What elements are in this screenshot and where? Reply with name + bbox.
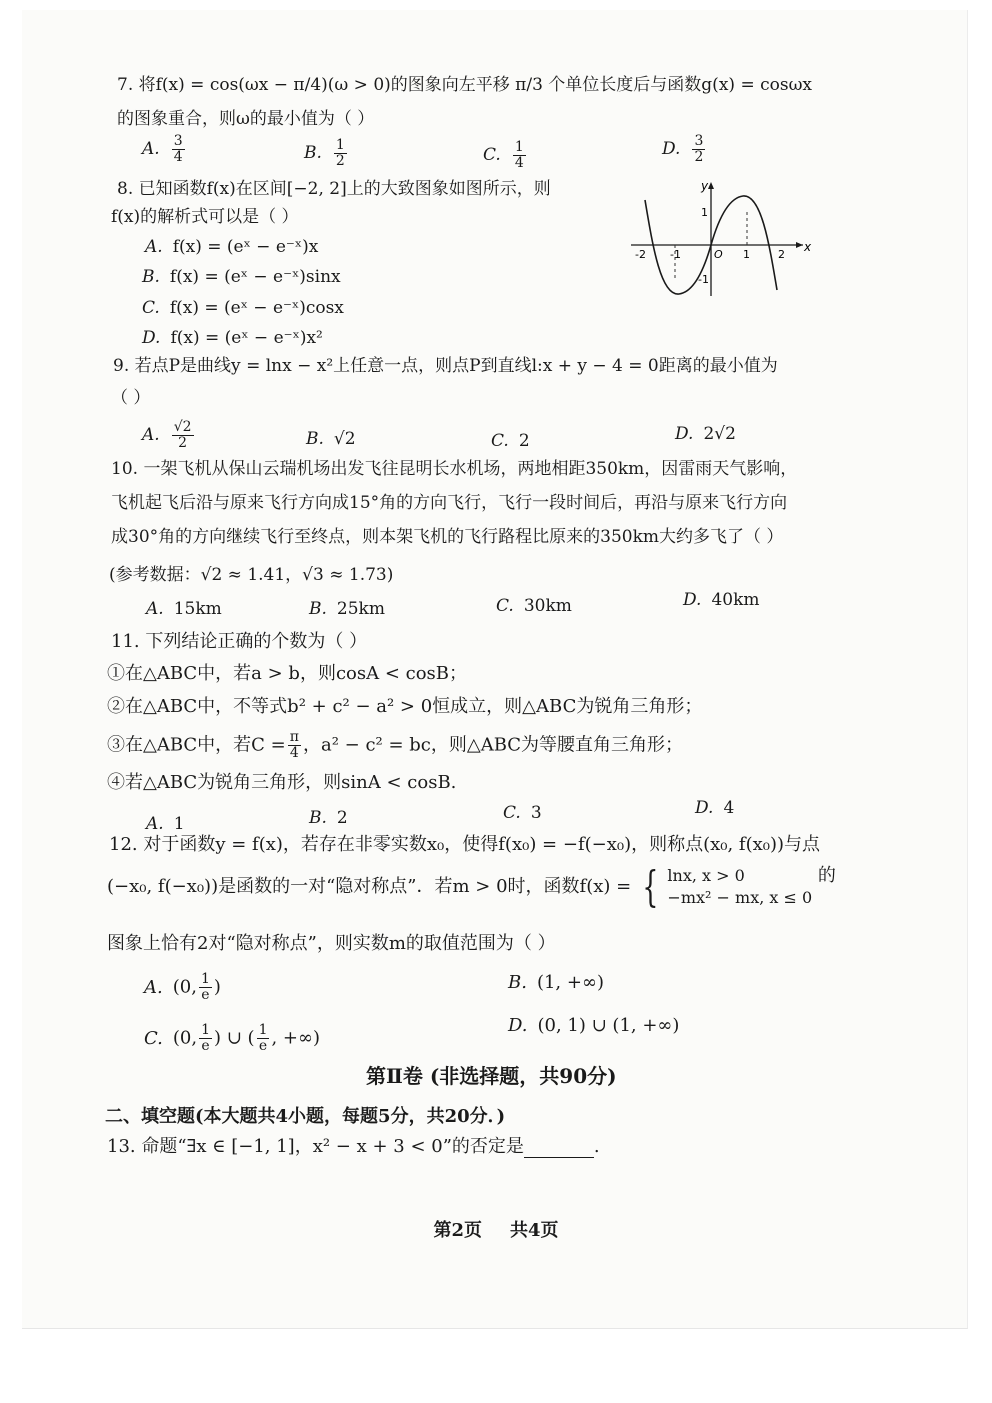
q12-line1: 12. 对于函数y = f(x)，若存在非零实数x₀，使得f(x₀) = −f(−x₀)，则称点(x₀, f(x₀))与点 xyxy=(109,834,821,855)
piecewise-cases xyxy=(667,865,812,909)
piecewise-brace: { xyxy=(642,862,659,911)
q8-option-a: A. f(x) = (eˣ − e⁻ˣ)x xyxy=(145,237,319,257)
q10-option-a: A. 15km xyxy=(146,599,222,619)
x-tick-2: 2 xyxy=(778,248,785,261)
q12-option-b: B. (1, +∞) xyxy=(508,972,604,993)
q13-answer-blank[interactable] xyxy=(524,1141,594,1158)
q9-option-c: C. 2 xyxy=(491,431,530,451)
q7-option-d: D. $\frac{3}{2}$ xyxy=(662,133,704,165)
piecewise-case-1: lnx, x > 0 xyxy=(667,866,745,885)
q11-statement-1: ①在△ABC中，若a > b，则cosA < cosB； xyxy=(107,663,468,684)
q13-question: 13. 命题“∃x ∈ [−1, 1]，x² − x + 3 < 0”的否定是 . xyxy=(107,1136,600,1157)
q7-line2: 的图象重合，则ω的最小值为（ ） xyxy=(117,109,375,129)
q9-option-d: D. 2√2 xyxy=(675,424,736,444)
x-tick-neg1: -1 xyxy=(670,248,681,261)
q8-line1: 8. 已知函数f(x)在区间[−2, 2]上的大致图象如图所示，则 xyxy=(117,179,551,199)
x-tick-1: 1 xyxy=(743,248,750,261)
q10-line3: 成30°角的方向继续飞行至终点，则本架飞机的飞行路程比原来的350km大约多飞了（ ） xyxy=(111,527,784,547)
q7-line1: 7. 将f(x) = cos(ωx − π/4)(ω > 0)的图象向左平移 π/3 个单位长度后与函数g(x) = cosωx xyxy=(117,75,813,95)
q12-line3: 图象上恰有2对“隐对称点”，则实数m的取值范围为（ ） xyxy=(107,933,556,954)
q8-option-b: B. f(x) = (eˣ − e⁻ˣ)sinx xyxy=(142,267,341,287)
q8-option-d: D. f(x) = (eˣ − e⁻ˣ)x² xyxy=(142,328,323,348)
x-axis-arrow xyxy=(796,242,803,248)
q10-line2: 飞机起飞后沿与原来飞行方向成15°角的方向飞行，飞行一段时间后，再沿与原来飞行方向 xyxy=(111,493,788,513)
x-tick-neg2: -2 xyxy=(635,248,646,261)
q8-function-graph xyxy=(625,178,810,300)
y-tick-neg1: -1 xyxy=(698,273,709,286)
origin-label: O xyxy=(714,248,723,261)
q10-option-b: B. 25km xyxy=(309,599,385,619)
q10-option-d: D. 40km xyxy=(683,590,760,610)
piecewise-case-2: −mx² − mx, x ≤ 0 xyxy=(667,888,813,907)
q9-line2: （ ） xyxy=(111,388,151,408)
q12-option-d: D. (0, 1) ∪ (1, +∞) xyxy=(508,1015,680,1036)
q11-stem: 11. 下列结论正确的个数为（ ） xyxy=(111,631,368,652)
q10-line4: (参考数据：√2 ≈ 1.41，√3 ≈ 1.73) xyxy=(109,565,394,585)
y-axis-label: y xyxy=(701,179,709,193)
q9-line1: 9. 若点P是曲线y = lnx − x²上任意一点，则点P到直线l:x + y − 4 = 0距离的最小值为 xyxy=(113,356,778,376)
q8-line2: f(x)的解析式可以是（ ） xyxy=(111,207,299,227)
q10-line1: 10. 一架飞机从保山云瑞机场出发飞往昆明长水机场，两地相距350km，因雷雨天气影响， xyxy=(111,459,798,479)
page-total: 共4页 xyxy=(510,1220,559,1241)
q11-option-a: A. 1 xyxy=(146,814,185,834)
x-axis-label: x xyxy=(804,240,812,254)
y-tick-1: 1 xyxy=(701,206,708,219)
q7-option-b: B. $\frac{1}{2}$ xyxy=(304,137,345,169)
page-footer xyxy=(0,1216,992,1242)
q8-option-c: C. f(x) = (eˣ − e⁻ˣ)cosx xyxy=(142,298,344,318)
q11-statement-4: ④若△ABC为锐角三角形，则sinA < cosB. xyxy=(107,772,457,793)
q11-option-c: C. 3 xyxy=(503,803,542,823)
q12-option-a: A. (0, $\frac{1}{e}$ ) xyxy=(144,971,221,1003)
q12-line2: (−x₀, f(−x₀))是函数的一对“隐对称点”．若m > 0时，函数f(x) = { lnx, x > 0 −mx² − mx, x ≤ 0 的 xyxy=(107,862,836,911)
q11-statement-2: ②在△ABC中，不等式b² + c² − a² > 0恒成立，则△ABC为锐角三角形； xyxy=(107,696,703,717)
q10-option-c: C. 30km xyxy=(496,596,572,616)
q12-option-c: C. (0, $\frac{1}{e}$ ) ∪ ( $\frac{1}{e}$ , +∞) xyxy=(144,1022,321,1054)
q7-option-c: C. $\frac{1}{4}$ xyxy=(483,139,524,171)
q11-statement-3: ③在△ABC中，若C = $\frac{\pi}{4}$ ，a² − c² = bc，则△ABC为等腰直角三角形； xyxy=(107,729,684,761)
q11-option-d: D. 4 xyxy=(695,798,735,818)
fill-in-section-heading: 二、填空题(本大题共4小题，每题5分，共20分．) xyxy=(105,1106,506,1127)
q9-option-b: B. √2 xyxy=(306,429,356,449)
q7-option-a: A. $\frac{3}{4}$ xyxy=(142,133,183,165)
q9-option-a: A. $\frac{√2}{2}$ xyxy=(142,419,192,451)
y-axis-arrow xyxy=(708,182,714,189)
page-number: 第2页 xyxy=(433,1220,482,1241)
q11-option-b: B. 2 xyxy=(309,808,348,828)
part-two-title: 第Ⅱ卷 (非选择题，共90分) xyxy=(366,1064,617,1088)
